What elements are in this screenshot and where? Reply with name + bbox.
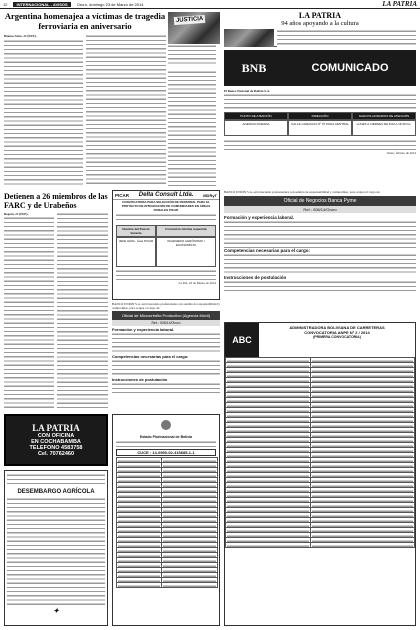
gov-cuce: CUCE : 14-0950-02-415685-1-1 bbox=[116, 449, 216, 456]
union-ref: Ref.: 008/14/Oruro bbox=[112, 320, 220, 326]
picar-logo: PICAR bbox=[115, 192, 130, 198]
article-body-text bbox=[4, 39, 83, 187]
patria-office-line: EN COCHABAMBA bbox=[31, 439, 81, 445]
delta-cell: INGENIERO AGRÓNOMO / ECONOMISTA bbox=[156, 237, 216, 267]
union-training-heading: Formación y experiencia laboral. bbox=[224, 215, 295, 221]
abc-org: ADMINISTRADORA BOLIVIANA DE CARRETERAS bbox=[289, 325, 385, 330]
patria-office-ad bbox=[4, 414, 108, 466]
union-instructions-text bbox=[112, 382, 220, 394]
desembargo-body bbox=[7, 497, 105, 605]
government-tender bbox=[112, 414, 220, 626]
table-cell bbox=[162, 583, 218, 588]
article-dateline: Buenos Aires, 22 (EFE).- bbox=[4, 34, 38, 38]
union-ad-microcredit bbox=[112, 302, 220, 412]
article-farc-col1 bbox=[4, 212, 54, 410]
table-row bbox=[226, 543, 415, 548]
protest-sign-text: JUSTICIA bbox=[174, 15, 206, 25]
bnb-col-header: PUNTO DE ATENCIÓN bbox=[224, 112, 288, 120]
article-body-text bbox=[86, 34, 166, 186]
union-instructions-heading: Instrucciones de postulación bbox=[224, 275, 287, 281]
bnb-title: COMUNICADO bbox=[284, 50, 416, 86]
gov-title: Estado Plurinacional de Bolivia bbox=[139, 435, 193, 439]
article-body-text bbox=[4, 216, 54, 408]
desembargo-notice bbox=[4, 470, 108, 626]
article-farc bbox=[4, 192, 108, 210]
delta-cell: JEFE GRAL. Área PICAR bbox=[116, 237, 156, 267]
article-headline: Argentina homenajea a víctimas de tragedia ferroviaria en aniversario bbox=[4, 11, 166, 31]
table-cell bbox=[226, 543, 311, 548]
delta-title: CONVOCATORIA PARA SELECCIÓN DE PERSONAL PARA EL PROYECTO DE INTEGRACIÓN DE COMUNIDADES EN ÁREAS RURALES PICAR bbox=[121, 200, 211, 212]
page-header bbox=[0, 0, 420, 9]
bnb-footer-date: Oruro, febrero de 2014 bbox=[386, 151, 416, 156]
abc-subtitle: (PRIMERA CONVOCATORIA) bbox=[313, 335, 361, 339]
abc-tender bbox=[224, 322, 416, 626]
bnb-cell: AGENCIA RAMADA bbox=[224, 120, 288, 136]
patria-office-phone: TELEFONO 4583758 bbox=[29, 445, 83, 451]
table-cell bbox=[117, 583, 162, 588]
union-ad-pyme bbox=[224, 190, 416, 318]
article-body-text bbox=[168, 44, 216, 66]
union-instructions-text bbox=[224, 280, 416, 294]
table-cell bbox=[311, 543, 415, 548]
union-ref: Ref.: 008/14/Oruro bbox=[224, 206, 416, 213]
gov-table bbox=[116, 457, 218, 588]
union-training-heading: Formación y experiencia laboral. bbox=[112, 327, 175, 333]
union-lead: BANCO UNIÓN S.A. está buscando profesionales con sentido de responsabilidad y compromiso, para ocupar el cargo de: bbox=[112, 302, 220, 311]
article-argentina-col1 bbox=[4, 34, 83, 188]
union-training-list bbox=[224, 220, 416, 248]
patria-office-cell: Cel. 70762460 bbox=[37, 451, 75, 457]
delta-company: Delta Consult Ltda. bbox=[138, 192, 194, 198]
abc-logo: ABC bbox=[225, 323, 259, 357]
abc-table bbox=[225, 357, 415, 548]
anniversary-photo bbox=[224, 29, 274, 47]
anniversary-title: LA PATRIA bbox=[298, 11, 342, 20]
mdryt-logo: MDRyT bbox=[203, 192, 217, 198]
desembargo-intro bbox=[7, 473, 105, 487]
article-body-text bbox=[168, 70, 216, 186]
union-training-list bbox=[112, 332, 220, 354]
article-dateline: Bogotá, 22 (EFE).- bbox=[4, 212, 30, 216]
delta-intro bbox=[116, 213, 216, 223]
bnb-footnote bbox=[224, 139, 416, 151]
bnb-cell: LUNES A VIERNES DE 8:00 A 16:30 hrs. bbox=[352, 120, 416, 136]
protest-photo bbox=[168, 12, 220, 44]
union-position: Oficial de Negocios Banca Pyme bbox=[224, 196, 416, 206]
gov-intro bbox=[116, 440, 216, 448]
article-headline: Detienen a 26 miembros de las FARC y de Urabeños bbox=[4, 192, 108, 210]
page-date: Oruro, domingo 23 de Marzo de 2014 bbox=[76, 1, 144, 7]
bnb-logo: BNB bbox=[224, 50, 284, 86]
union-skills-heading: Competencias necesarias para el cargo: bbox=[224, 248, 311, 254]
desembargo-title: DESEMBARGO AGRÍCOLA bbox=[17, 489, 95, 495]
table-row bbox=[117, 583, 218, 588]
patria-office-line: CON OFICINA bbox=[37, 433, 75, 439]
bnb-body-lead: El Banco Nacional de Bolivia S.A. bbox=[224, 89, 270, 93]
article-argentina bbox=[4, 12, 166, 31]
delta-notes bbox=[116, 269, 216, 281]
article-argentina-col2 bbox=[86, 34, 166, 188]
union-skills-list bbox=[224, 253, 416, 275]
article-body-text bbox=[57, 212, 108, 408]
anniversary-banner bbox=[224, 11, 416, 47]
delta-col-header: Formación mínima requerida bbox=[156, 225, 216, 237]
desembargo-logo-icon: ✦ bbox=[53, 608, 59, 615]
section-label: INTERNACIONAL - AVISOS bbox=[13, 2, 70, 7]
page-number: 12 bbox=[3, 1, 8, 7]
delta-footer: La Paz, 23 de Marzo de 2014 bbox=[178, 281, 216, 286]
article-farc-col2 bbox=[57, 212, 108, 410]
delta-consult-ad bbox=[112, 190, 220, 300]
bnb-cell: CALLE CAMACHO Nº 76 ZONA CENTRAL bbox=[288, 120, 352, 136]
bolivia-seal-icon bbox=[161, 420, 171, 430]
bnb-body-text bbox=[224, 93, 416, 109]
anniversary-subtitle: 94 años apoyando a la cultura bbox=[281, 20, 359, 27]
newspaper-logo: LA PATRIA bbox=[382, 0, 417, 8]
abc-title: CONVOCATORIA ANPE Nº 2 / 2014 bbox=[304, 330, 370, 335]
union-position: Oficial de Microcrédito Productivo (Agencia Móvil) bbox=[112, 311, 220, 320]
union-lead: BANCO UNIÓN S.A. está buscando profesionales con sentido de responsabilidad y compromiso, para ocupar el cargo de: bbox=[224, 190, 381, 194]
bnb-col-header: DIRECCIÓN bbox=[288, 112, 352, 120]
bnb-col-header: NUEVOS HORARIOS DE ATENCIÓN bbox=[352, 112, 416, 120]
delta-col-header: Nombre del Puesto Vacante bbox=[116, 225, 156, 237]
union-instructions-heading: Instrucciones de postulación bbox=[112, 377, 168, 383]
bnb-communique bbox=[224, 50, 416, 190]
union-skills-list bbox=[112, 359, 220, 377]
patria-office-title: LA PATRIA bbox=[32, 423, 80, 433]
anniversary-caption bbox=[277, 29, 416, 47]
union-skills-heading: Competencias necesarias para el cargo: bbox=[112, 354, 189, 360]
